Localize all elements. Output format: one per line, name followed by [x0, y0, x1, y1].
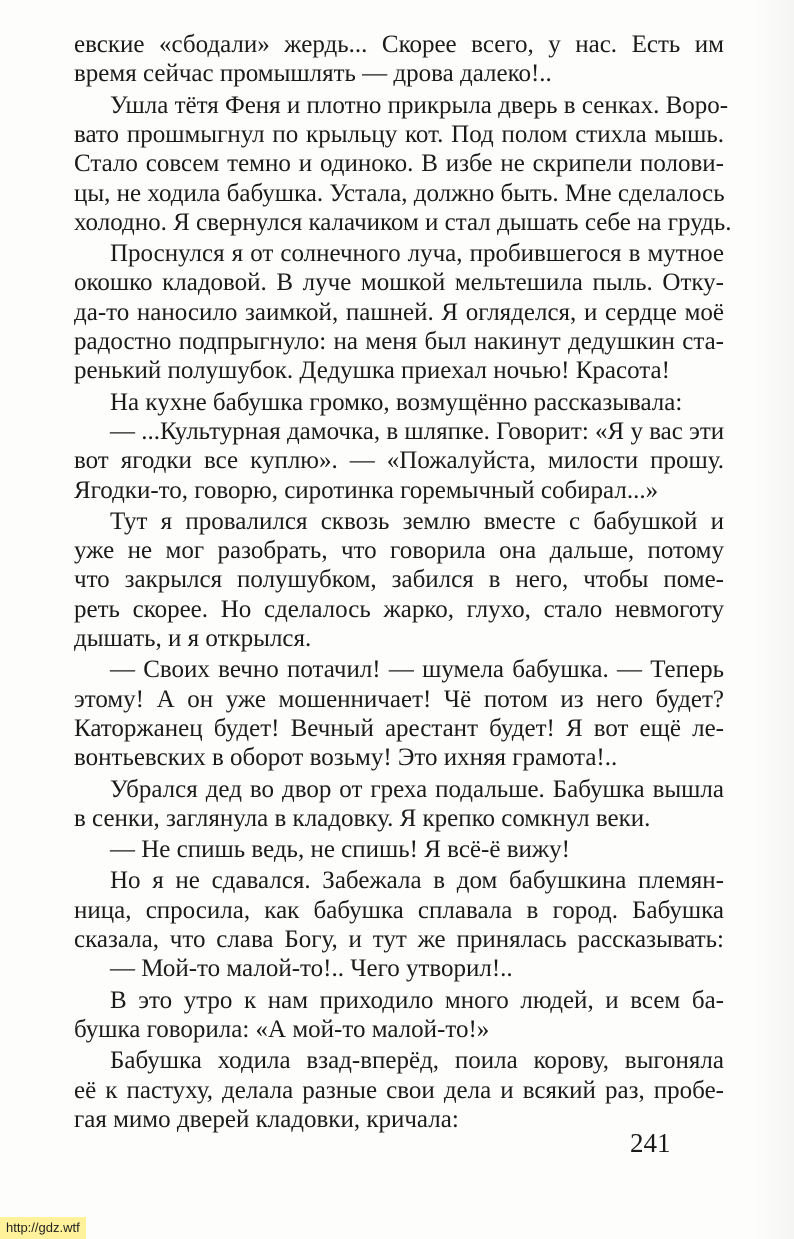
text-line: Бабушка ходила взад-вперёд, поила корову, выгоняла	[110, 1047, 724, 1075]
watermark-link[interactable]: http://gdz.wtf	[0, 1217, 86, 1239]
text-line: Убрался дед во двор от греха подальше. Бабушка вышла	[110, 775, 724, 803]
text-line: что закрылся полушубком, забился в него, чтобы поме-	[74, 566, 724, 594]
page-number: 241	[630, 1128, 671, 1158]
text-line: Стало совсем темно и одиноко. В избе не скрипели полови-	[74, 150, 724, 178]
text-line: Каторжанец будет! Вечный арестант будет! Я вот ещё ле-	[74, 714, 724, 742]
text-line: реть скорее. Но сделалось жарко, глухо, стало невмоготу	[74, 595, 724, 623]
text-line: окошко кладовой. В луче мошкой мельтешила пыль. Отку-	[74, 269, 724, 297]
text-line: цы, не ходила бабушка. Устала, должно быть. Мне сделалось	[74, 179, 725, 207]
text-line: Тут я провалился сквозь землю вместе с бабушкой и	[110, 507, 724, 535]
text-line: в сенки, заглянула в кладовку. Я крепко сомкнул веки.	[74, 804, 651, 832]
text-line: — Не спишь ведь, не спишь! Я всё-ё вижу!	[110, 836, 570, 864]
text-line: В это утро к нам приходило много людей, и всем ба-	[110, 986, 724, 1014]
scan-shadow	[754, 0, 794, 1239]
text-line: — Мой-то малой-то!.. Чего утворил!..	[110, 955, 513, 983]
text-line: Ушла тётя Феня и плотно прикрыла дверь в сенках. Воро-	[110, 91, 729, 119]
text-line: — ...Культурная дамочка, в шляпке. Говорит: «Я у вас эти	[110, 417, 725, 445]
text-line: дышать, и я открылся.	[74, 625, 312, 652]
text-line: Но я не сдавался. Забежала в дом бабушкина племян-	[110, 867, 724, 895]
text-line: холодно. Я свернулся калачиком и стал дышать себе на грудь.	[74, 208, 732, 236]
text-line: радостно подпрыгнуло: на меня был накинут дедушкин ста-	[74, 328, 724, 355]
text-line: гая мимо дверей кладовки, кричала:	[74, 1105, 459, 1133]
text-line: её к пастуху, делала разные свои дела и всякий раз, пробе-	[74, 1076, 724, 1104]
text-line: уже не мог разобрать, что говорила она дальше, потому	[74, 537, 724, 565]
text-line: Ягодки-то, говорю, сиротинка горемычный собирал...»	[74, 476, 659, 504]
text-line: ренький полушубок. Дедушка приехал ночью! Красота!	[74, 357, 670, 385]
text-line: этому! А он уже мошенничает! Чё потом из него будет?	[74, 685, 724, 713]
text-line: вонтьевских в оборот возьму! Это ихняя грамота!..	[74, 744, 618, 772]
text-line: время сейчас промышлять — дрова далеко!..	[74, 60, 552, 88]
text-line: вато прошмыгнул по крыльцу кот. Под полом стихла мышь.	[74, 120, 724, 148]
text-line: бушка говорила: «А мой-то малой-то!»	[74, 1015, 490, 1043]
text-line: Проснулся я от солнечного луча, пробившегося в мутное	[110, 240, 724, 268]
text-line: евские «сбодали» жердь... Скорее всего, у нас. Есть им	[74, 31, 724, 58]
text-line: да-то наносило заимкой, пашней. Я огляделся, и сердце моё	[74, 298, 724, 326]
text-line: — Своих вечно потачил! — шумела бабушка. — Теперь	[110, 656, 724, 684]
text-line: На кухне бабушка громко, возмущённо рассказывала:	[110, 388, 683, 416]
text-line: вот ягодки все куплю». — «Пожалуйста, милости прошу.	[74, 447, 724, 475]
text-line: ница, спросила, как бабушка сплавала в город. Бабушка	[74, 896, 724, 924]
text-line: сказала, что слава Богу, и тут же принялась рассказывать:	[74, 926, 724, 953]
